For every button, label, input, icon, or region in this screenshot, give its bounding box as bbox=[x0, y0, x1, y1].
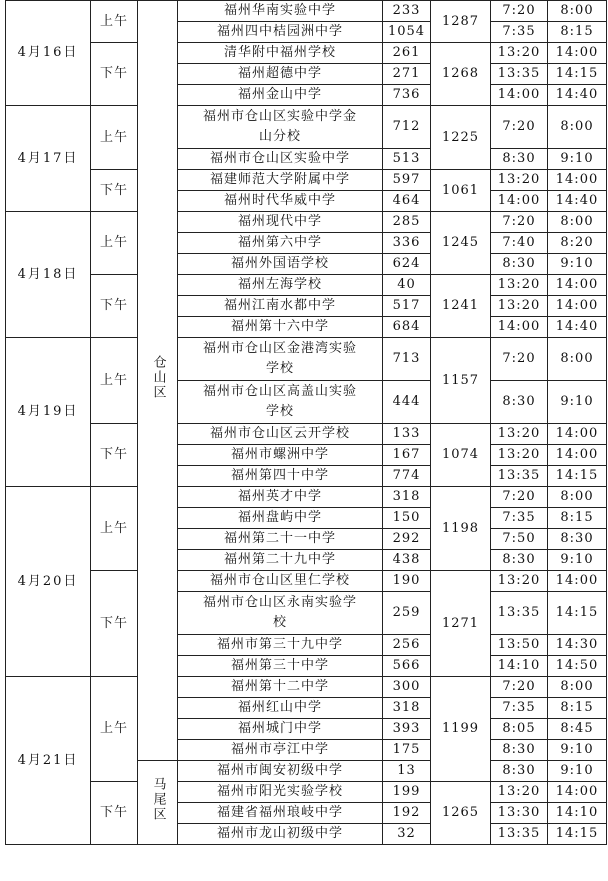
student-count: 271 bbox=[383, 64, 431, 85]
end-time: 14:00 bbox=[548, 296, 607, 317]
start-time: 8:30 bbox=[491, 254, 548, 275]
student-count: 393 bbox=[383, 719, 431, 740]
student-count: 1054 bbox=[383, 22, 431, 43]
table-row bbox=[6, 43, 607, 64]
session-total: 1265 bbox=[431, 782, 491, 845]
school-name: 福州第十二中学 bbox=[178, 677, 383, 698]
start-time: 8:30 bbox=[491, 149, 548, 170]
student-count: 597 bbox=[383, 170, 431, 191]
end-time: 9:10 bbox=[548, 254, 607, 275]
start-time: 7:20 bbox=[491, 677, 548, 698]
end-time: 14:40 bbox=[548, 317, 607, 338]
school-name: 福州第六中学 bbox=[178, 233, 383, 254]
start-time: 13:20 bbox=[491, 275, 548, 296]
end-time: 9:10 bbox=[548, 740, 607, 761]
end-time: 9:10 bbox=[548, 149, 607, 170]
start-time: 13:20 bbox=[491, 782, 548, 803]
table-row bbox=[6, 275, 607, 296]
start-time: 13:35 bbox=[491, 64, 548, 85]
school-name: 福州第四十中学 bbox=[178, 466, 383, 487]
school-name: 福州四中桔园洲中学 bbox=[178, 22, 383, 43]
start-time: 8:30 bbox=[491, 761, 548, 782]
school-name: 福州江南水都中学 bbox=[178, 296, 383, 317]
student-count: 464 bbox=[383, 191, 431, 212]
end-time: 9:10 bbox=[548, 550, 607, 571]
start-time: 14:10 bbox=[491, 656, 548, 677]
start-time: 13:35 bbox=[491, 824, 548, 845]
table-row bbox=[6, 677, 607, 698]
date-cell: 4月16日 bbox=[6, 1, 91, 106]
student-count: 199 bbox=[383, 782, 431, 803]
table-row bbox=[6, 170, 607, 191]
period-cell: 下午 bbox=[91, 571, 138, 677]
end-time: 8:20 bbox=[548, 233, 607, 254]
district-name: 仓山区 bbox=[150, 355, 166, 400]
end-time: 14:40 bbox=[548, 85, 607, 106]
school-name: 福州市仓山区高盖山实验学校 bbox=[178, 381, 383, 424]
date-cell: 4月20日 bbox=[6, 487, 91, 677]
start-time: 7:35 bbox=[491, 508, 548, 529]
start-time: 7:20 bbox=[491, 1, 548, 22]
student-count: 318 bbox=[383, 698, 431, 719]
school-name: 清华附中福州学校 bbox=[178, 43, 383, 64]
end-time: 14:00 bbox=[548, 782, 607, 803]
start-time: 13:50 bbox=[491, 635, 548, 656]
school-name: 福州第十六中学 bbox=[178, 317, 383, 338]
school-name: 福州第二十一中学 bbox=[178, 529, 383, 550]
student-count: 192 bbox=[383, 803, 431, 824]
start-time: 13:35 bbox=[491, 592, 548, 635]
student-count: 233 bbox=[383, 1, 431, 22]
end-time: 14:50 bbox=[548, 656, 607, 677]
end-time: 8:15 bbox=[548, 22, 607, 43]
end-time: 14:15 bbox=[548, 64, 607, 85]
date-cell: 4月17日 bbox=[6, 106, 91, 212]
end-time: 8:00 bbox=[548, 487, 607, 508]
school-name: 福州现代中学 bbox=[178, 212, 383, 233]
school-name: 福州华南实验中学 bbox=[178, 1, 383, 22]
student-count: 133 bbox=[383, 424, 431, 445]
start-time: 7:20 bbox=[491, 106, 548, 149]
student-count: 438 bbox=[383, 550, 431, 571]
start-time: 8:30 bbox=[491, 740, 548, 761]
school-name: 福州市仓山区金港湾实验学校 bbox=[178, 338, 383, 381]
school-name: 福州市龙山初级中学 bbox=[178, 824, 383, 845]
student-count: 318 bbox=[383, 487, 431, 508]
session-total: 1245 bbox=[431, 212, 491, 275]
table-row bbox=[6, 571, 607, 592]
school-name: 福州左海学校 bbox=[178, 275, 383, 296]
start-time: 13:20 bbox=[491, 445, 548, 466]
student-count: 566 bbox=[383, 656, 431, 677]
student-count: 261 bbox=[383, 43, 431, 64]
start-time: 7:50 bbox=[491, 529, 548, 550]
period-cell: 上午 bbox=[91, 338, 138, 424]
student-count: 624 bbox=[383, 254, 431, 275]
start-time: 14:00 bbox=[491, 191, 548, 212]
end-time: 14:00 bbox=[548, 445, 607, 466]
session-total: 1198 bbox=[431, 487, 491, 571]
student-count: 292 bbox=[383, 529, 431, 550]
student-count: 256 bbox=[383, 635, 431, 656]
end-time: 14:00 bbox=[548, 275, 607, 296]
date-cell: 4月19日 bbox=[6, 338, 91, 487]
school-name: 福州红山中学 bbox=[178, 698, 383, 719]
start-time: 13:20 bbox=[491, 296, 548, 317]
end-time: 14:00 bbox=[548, 170, 607, 191]
district-cell bbox=[138, 1, 178, 761]
start-time: 7:35 bbox=[491, 22, 548, 43]
student-count: 300 bbox=[383, 677, 431, 698]
table-row bbox=[6, 487, 607, 508]
session-total: 1271 bbox=[431, 571, 491, 677]
student-count: 13 bbox=[383, 761, 431, 782]
end-time: 8:45 bbox=[548, 719, 607, 740]
period-cell: 上午 bbox=[91, 1, 138, 43]
end-time: 9:10 bbox=[548, 381, 607, 424]
school-name: 福州第二十九中学 bbox=[178, 550, 383, 571]
end-time: 8:30 bbox=[548, 529, 607, 550]
end-time: 8:15 bbox=[548, 508, 607, 529]
table-row bbox=[6, 1, 607, 22]
start-time: 8:30 bbox=[491, 550, 548, 571]
period-cell: 上午 bbox=[91, 487, 138, 571]
period-cell: 上午 bbox=[91, 106, 138, 170]
student-count: 774 bbox=[383, 466, 431, 487]
end-time: 14:10 bbox=[548, 803, 607, 824]
student-count: 32 bbox=[383, 824, 431, 845]
start-time: 8:30 bbox=[491, 381, 548, 424]
start-time: 7:20 bbox=[491, 212, 548, 233]
school-name: 福州城门中学 bbox=[178, 719, 383, 740]
end-time: 14:15 bbox=[548, 824, 607, 845]
end-time: 14:00 bbox=[548, 424, 607, 445]
student-count: 40 bbox=[383, 275, 431, 296]
table-row bbox=[6, 106, 607, 149]
student-count: 736 bbox=[383, 85, 431, 106]
end-time: 14:00 bbox=[548, 571, 607, 592]
start-time: 13:20 bbox=[491, 43, 548, 64]
student-count: 285 bbox=[383, 212, 431, 233]
end-time: 14:15 bbox=[548, 592, 607, 635]
period-cell: 上午 bbox=[91, 212, 138, 275]
school-name: 福州市闽安初级中学 bbox=[178, 761, 383, 782]
end-time: 14:30 bbox=[548, 635, 607, 656]
schedule-body bbox=[6, 1, 607, 845]
school-name: 福建师范大学附属中学 bbox=[178, 170, 383, 191]
student-count: 684 bbox=[383, 317, 431, 338]
district-name: 马尾区 bbox=[150, 777, 166, 822]
school-name: 福州市亭江中学 bbox=[178, 740, 383, 761]
end-time: 8:00 bbox=[548, 338, 607, 381]
start-time: 7:20 bbox=[491, 487, 548, 508]
period-cell: 下午 bbox=[91, 424, 138, 487]
session-total: 1157 bbox=[431, 338, 491, 424]
session-total: 1268 bbox=[431, 43, 491, 106]
school-name: 福州超德中学 bbox=[178, 64, 383, 85]
school-name: 福州市仓山区云开学校 bbox=[178, 424, 383, 445]
school-name: 福州市仓山区实验中学金山分校 bbox=[178, 106, 383, 149]
school-name: 福州英才中学 bbox=[178, 487, 383, 508]
end-time: 8:00 bbox=[548, 677, 607, 698]
period-cell: 下午 bbox=[91, 43, 138, 106]
end-time: 8:00 bbox=[548, 106, 607, 149]
table-row bbox=[6, 212, 607, 233]
school-name: 福州第三十中学 bbox=[178, 656, 383, 677]
end-time: 14:40 bbox=[548, 191, 607, 212]
school-name: 福州市仓山区里仁学校 bbox=[178, 571, 383, 592]
date-cell: 4月18日 bbox=[6, 212, 91, 338]
end-time: 8:00 bbox=[548, 212, 607, 233]
student-count: 444 bbox=[383, 381, 431, 424]
student-count: 190 bbox=[383, 571, 431, 592]
start-time: 13:35 bbox=[491, 466, 548, 487]
school-name: 福州市阳光实验学校 bbox=[178, 782, 383, 803]
start-time: 13:20 bbox=[491, 571, 548, 592]
student-count: 336 bbox=[383, 233, 431, 254]
session-total: 1199 bbox=[431, 677, 491, 782]
district-cell bbox=[138, 761, 178, 845]
school-name: 福州金山中学 bbox=[178, 85, 383, 106]
session-total: 1074 bbox=[431, 424, 491, 487]
start-time: 13:20 bbox=[491, 424, 548, 445]
school-name: 福州市第三十九中学 bbox=[178, 635, 383, 656]
period-cell: 下午 bbox=[91, 782, 138, 845]
start-time: 7:20 bbox=[491, 338, 548, 381]
end-time: 8:00 bbox=[548, 1, 607, 22]
end-time: 8:15 bbox=[548, 698, 607, 719]
student-count: 517 bbox=[383, 296, 431, 317]
student-count: 150 bbox=[383, 508, 431, 529]
student-count: 713 bbox=[383, 338, 431, 381]
start-time: 13:30 bbox=[491, 803, 548, 824]
school-name: 福州市螺洲中学 bbox=[178, 445, 383, 466]
student-count: 175 bbox=[383, 740, 431, 761]
schedule-table bbox=[5, 0, 607, 845]
start-time: 7:35 bbox=[491, 698, 548, 719]
session-total: 1287 bbox=[431, 1, 491, 43]
school-name: 福州盘屿中学 bbox=[178, 508, 383, 529]
student-count: 167 bbox=[383, 445, 431, 466]
table-row bbox=[6, 424, 607, 445]
start-time: 8:05 bbox=[491, 719, 548, 740]
student-count: 259 bbox=[383, 592, 431, 635]
session-total: 1061 bbox=[431, 170, 491, 212]
start-time: 14:00 bbox=[491, 317, 548, 338]
end-time: 14:15 bbox=[548, 466, 607, 487]
start-time: 14:00 bbox=[491, 85, 548, 106]
end-time: 14:00 bbox=[548, 43, 607, 64]
session-total: 1225 bbox=[431, 106, 491, 170]
period-cell: 下午 bbox=[91, 170, 138, 212]
school-name: 福州市仓山区实验中学 bbox=[178, 149, 383, 170]
start-time: 7:40 bbox=[491, 233, 548, 254]
session-total: 1241 bbox=[431, 275, 491, 338]
period-cell: 上午 bbox=[91, 677, 138, 782]
school-name: 福州时代华威中学 bbox=[178, 191, 383, 212]
end-time: 9:10 bbox=[548, 761, 607, 782]
student-count: 513 bbox=[383, 149, 431, 170]
school-name: 福建省福州琅岐中学 bbox=[178, 803, 383, 824]
table-row bbox=[6, 782, 607, 803]
school-name: 福州市仓山区永南实验学校 bbox=[178, 592, 383, 635]
student-count: 712 bbox=[383, 106, 431, 149]
table-row bbox=[6, 338, 607, 381]
start-time: 13:20 bbox=[491, 170, 548, 191]
period-cell: 下午 bbox=[91, 275, 138, 338]
date-cell: 4月21日 bbox=[6, 677, 91, 845]
school-name: 福州外国语学校 bbox=[178, 254, 383, 275]
